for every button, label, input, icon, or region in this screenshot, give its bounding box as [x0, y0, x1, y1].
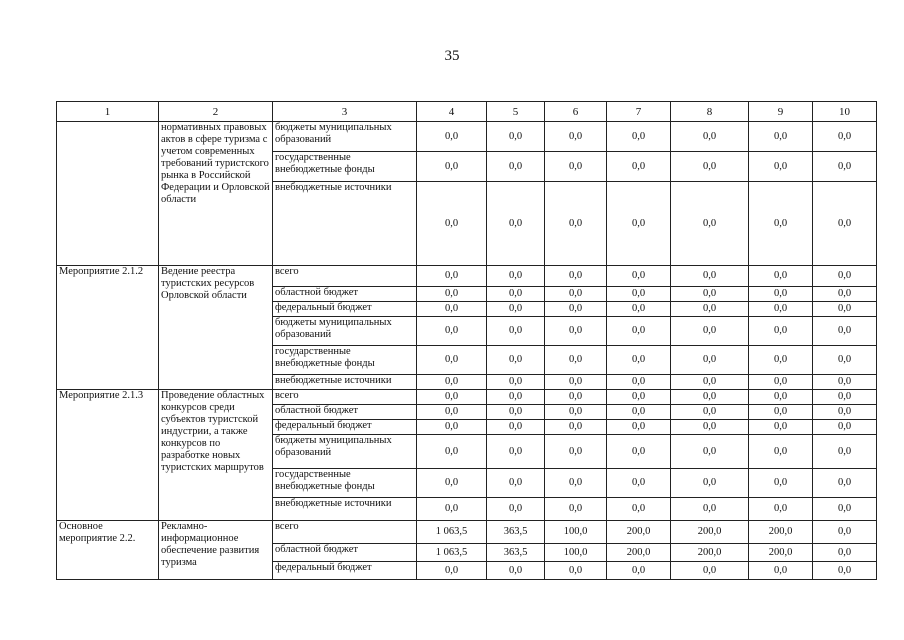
amount-cell: 0,0	[545, 498, 607, 521]
amount-cell: 0,0	[671, 469, 749, 498]
amount-cell: 0,0	[487, 266, 545, 287]
amount-cell: 0,0	[607, 266, 671, 287]
amount-cell: 0,0	[417, 152, 487, 182]
amount-cell: 0,0	[487, 287, 545, 302]
amount-cell: 0,0	[487, 317, 545, 346]
amount-cell: 0,0	[671, 317, 749, 346]
amount-cell: 0,0	[813, 287, 877, 302]
amount-cell: 0,0	[607, 390, 671, 405]
amount-cell: 0,0	[671, 287, 749, 302]
amount-cell: 0,0	[545, 562, 607, 580]
column-header: 4	[417, 102, 487, 122]
amount-cell: 0,0	[487, 562, 545, 580]
amount-cell: 0,0	[749, 420, 813, 435]
amount-cell: 0,0	[545, 302, 607, 317]
table-row	[57, 390, 877, 405]
amount-cell: 0,0	[607, 420, 671, 435]
amount-cell: 0,0	[749, 346, 813, 375]
amount-cell: 0,0	[813, 390, 877, 405]
amount-cell: 0,0	[487, 420, 545, 435]
amount-cell: 0,0	[671, 420, 749, 435]
amount-cell: 0,0	[417, 182, 487, 266]
amount-cell: 0,0	[671, 435, 749, 469]
funding-source: внебюджетные источники	[273, 375, 417, 390]
funding-source: внебюджетные источники	[273, 182, 417, 266]
amount-cell: 363,5	[487, 544, 545, 562]
amount-cell: 0,0	[487, 390, 545, 405]
amount-cell: 0,0	[671, 498, 749, 521]
event-code: Основное мероприятие 2.2.	[57, 521, 159, 580]
amount-cell: 0,0	[487, 346, 545, 375]
budget-table	[56, 101, 877, 580]
amount-cell: 0,0	[545, 152, 607, 182]
amount-cell: 0,0	[671, 182, 749, 266]
amount-cell: 200,0	[607, 521, 671, 544]
funding-source: федеральный бюджет	[273, 420, 417, 435]
funding-source: областной бюджет	[273, 287, 417, 302]
amount-cell: 0,0	[487, 375, 545, 390]
amount-cell: 0,0	[671, 266, 749, 287]
amount-cell: 0,0	[607, 122, 671, 152]
funding-source: федеральный бюджет	[273, 302, 417, 317]
funding-source: бюджеты муниципальных образований	[273, 435, 417, 469]
amount-cell: 0,0	[417, 420, 487, 435]
column-header: 9	[749, 102, 813, 122]
amount-cell: 0,0	[813, 562, 877, 580]
amount-cell: 0,0	[671, 302, 749, 317]
amount-cell: 200,0	[671, 521, 749, 544]
amount-cell: 0,0	[749, 375, 813, 390]
amount-cell: 0,0	[749, 498, 813, 521]
amount-cell: 0,0	[545, 266, 607, 287]
amount-cell: 0,0	[749, 266, 813, 287]
amount-cell: 0,0	[417, 390, 487, 405]
amount-cell: 0,0	[607, 435, 671, 469]
amount-cell: 0,0	[545, 390, 607, 405]
amount-cell: 0,0	[813, 435, 877, 469]
amount-cell: 0,0	[813, 469, 877, 498]
amount-cell: 0,0	[813, 498, 877, 521]
amount-cell: 0,0	[545, 182, 607, 266]
amount-cell: 0,0	[671, 405, 749, 420]
amount-cell: 0,0	[749, 317, 813, 346]
amount-cell: 1 063,5	[417, 521, 487, 544]
amount-cell: 0,0	[671, 152, 749, 182]
table-row	[57, 266, 877, 287]
amount-cell: 0,0	[671, 375, 749, 390]
funding-source: всего	[273, 521, 417, 544]
amount-cell: 0,0	[417, 562, 487, 580]
event-name: Ведение реестра туристских ресурсов Орловской области	[159, 266, 273, 390]
amount-cell: 0,0	[487, 122, 545, 152]
funding-source: государственные внебюджетные фонды	[273, 346, 417, 375]
page-number: 35	[444, 48, 460, 64]
header-row	[57, 102, 877, 122]
funding-source: бюджеты муниципальных образований	[273, 317, 417, 346]
column-header: 1	[57, 102, 159, 122]
amount-cell: 0,0	[749, 122, 813, 152]
amount-cell: 363,5	[487, 521, 545, 544]
amount-cell: 0,0	[545, 420, 607, 435]
amount-cell: 0,0	[487, 405, 545, 420]
column-header: 7	[607, 102, 671, 122]
amount-cell: 0,0	[487, 469, 545, 498]
amount-cell: 0,0	[671, 562, 749, 580]
amount-cell: 0,0	[813, 122, 877, 152]
table-row	[57, 521, 877, 544]
column-header: 2	[159, 102, 273, 122]
amount-cell: 0,0	[607, 287, 671, 302]
amount-cell: 0,0	[607, 152, 671, 182]
amount-cell: 200,0	[607, 544, 671, 562]
amount-cell: 0,0	[671, 346, 749, 375]
amount-cell: 0,0	[671, 122, 749, 152]
amount-cell: 0,0	[749, 152, 813, 182]
funding-source: внебюджетные источники	[273, 498, 417, 521]
amount-cell: 0,0	[749, 469, 813, 498]
funding-source: государственные внебюджетные фонды	[273, 469, 417, 498]
amount-cell: 0,0	[813, 182, 877, 266]
amount-cell: 0,0	[749, 435, 813, 469]
amount-cell: 0,0	[749, 562, 813, 580]
amount-cell: 0,0	[487, 435, 545, 469]
amount-cell: 0,0	[813, 317, 877, 346]
amount-cell: 1 063,5	[417, 544, 487, 562]
amount-cell: 0,0	[487, 302, 545, 317]
table-row	[57, 122, 877, 152]
amount-cell: 0,0	[813, 405, 877, 420]
amount-cell: 0,0	[417, 375, 487, 390]
event-code	[57, 122, 159, 266]
amount-cell: 0,0	[607, 375, 671, 390]
amount-cell: 100,0	[545, 544, 607, 562]
amount-cell: 0,0	[417, 346, 487, 375]
amount-cell: 0,0	[749, 182, 813, 266]
amount-cell: 0,0	[545, 469, 607, 498]
amount-cell: 0,0	[607, 346, 671, 375]
amount-cell: 0,0	[545, 346, 607, 375]
amount-cell: 200,0	[749, 521, 813, 544]
amount-cell: 0,0	[545, 375, 607, 390]
amount-cell: 0,0	[417, 266, 487, 287]
amount-cell: 0,0	[607, 302, 671, 317]
amount-cell: 0,0	[813, 375, 877, 390]
amount-cell: 0,0	[487, 152, 545, 182]
amount-cell: 0,0	[545, 435, 607, 469]
amount-cell: 0,0	[671, 390, 749, 405]
funding-source: всего	[273, 266, 417, 287]
amount-cell: 0,0	[749, 287, 813, 302]
amount-cell: 200,0	[671, 544, 749, 562]
amount-cell: 0,0	[749, 302, 813, 317]
amount-cell: 0,0	[487, 498, 545, 521]
budget-body	[57, 122, 877, 580]
amount-cell: 0,0	[487, 182, 545, 266]
amount-cell: 0,0	[417, 287, 487, 302]
amount-cell: 0,0	[417, 469, 487, 498]
amount-cell: 0,0	[749, 390, 813, 405]
amount-cell: 100,0	[545, 521, 607, 544]
event-code: Мероприятие 2.1.3	[57, 390, 159, 521]
event-code: Мероприятие 2.1.2	[57, 266, 159, 390]
amount-cell: 0,0	[607, 562, 671, 580]
amount-cell: 0,0	[813, 346, 877, 375]
amount-cell: 0,0	[417, 498, 487, 521]
amount-cell: 0,0	[417, 302, 487, 317]
amount-cell: 0,0	[607, 498, 671, 521]
column-header: 5	[487, 102, 545, 122]
event-name: нормативных правовых актов в сфере туризма с учетом современных требований туристского рынка в Российской Федерации и Орловской области	[159, 122, 273, 266]
amount-cell: 0,0	[607, 405, 671, 420]
amount-cell: 0,0	[813, 544, 877, 562]
amount-cell: 0,0	[813, 420, 877, 435]
column-header: 3	[273, 102, 417, 122]
funding-source: всего	[273, 390, 417, 405]
amount-cell: 0,0	[749, 405, 813, 420]
funding-source: государственные внебюджетные фонды	[273, 152, 417, 182]
amount-cell: 0,0	[607, 182, 671, 266]
funding-source: федеральный бюджет	[273, 562, 417, 580]
column-header: 6	[545, 102, 607, 122]
amount-cell: 0,0	[813, 152, 877, 182]
funding-source: областной бюджет	[273, 405, 417, 420]
amount-cell: 0,0	[417, 405, 487, 420]
amount-cell: 0,0	[607, 317, 671, 346]
amount-cell: 0,0	[545, 122, 607, 152]
funding-source: бюджеты муниципальных образований	[273, 122, 417, 152]
amount-cell: 0,0	[545, 405, 607, 420]
column-header: 10	[813, 102, 877, 122]
amount-cell: 0,0	[813, 302, 877, 317]
funding-source: областной бюджет	[273, 544, 417, 562]
amount-cell: 0,0	[813, 266, 877, 287]
amount-cell: 0,0	[813, 521, 877, 544]
amount-cell: 0,0	[545, 317, 607, 346]
amount-cell: 0,0	[607, 469, 671, 498]
amount-cell: 200,0	[749, 544, 813, 562]
amount-cell: 0,0	[417, 435, 487, 469]
column-header: 8	[671, 102, 749, 122]
amount-cell: 0,0	[545, 287, 607, 302]
event-name: Рекламно-информационное обеспечение развития туризма	[159, 521, 273, 580]
amount-cell: 0,0	[417, 122, 487, 152]
amount-cell: 0,0	[417, 317, 487, 346]
event-name: Проведение областных конкурсов среди субъектов туристской индустрии, а также конкурсов по разработке новых туристских маршрутов	[159, 390, 273, 521]
